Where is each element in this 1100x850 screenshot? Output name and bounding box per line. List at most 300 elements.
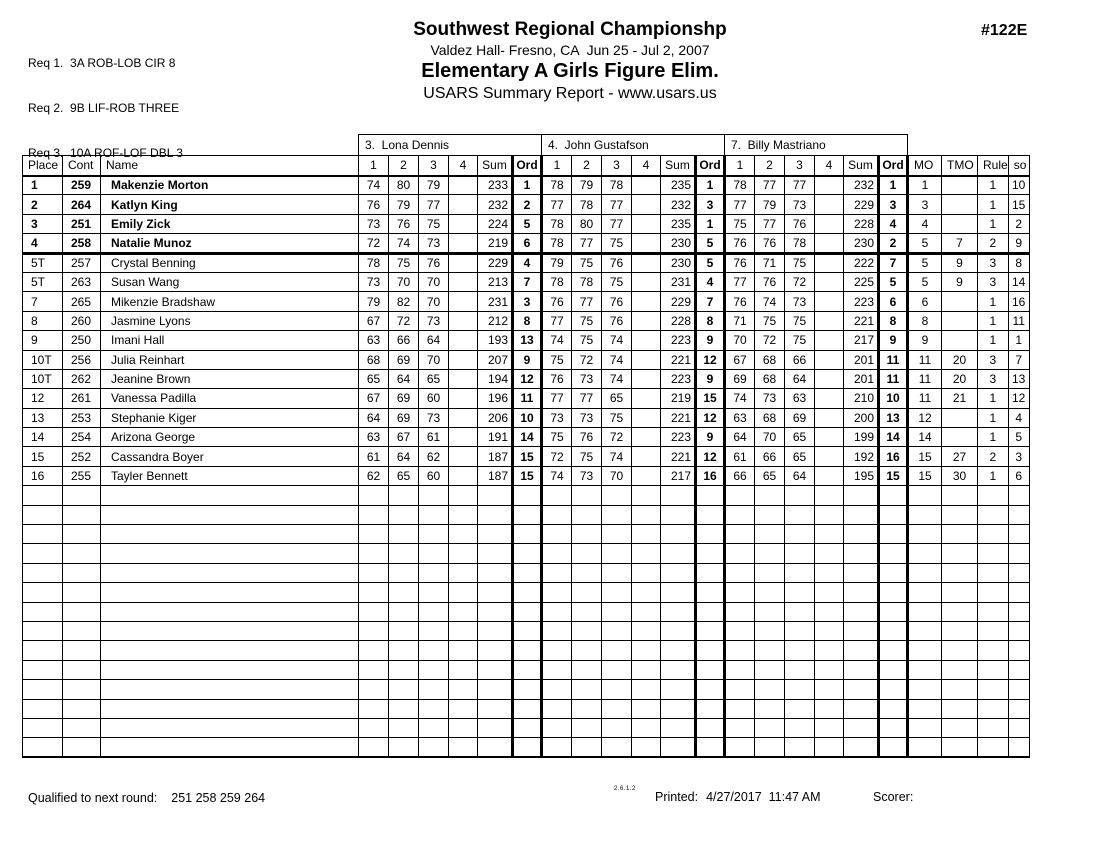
- mo-cell: [908, 738, 942, 757]
- sum-cell: [661, 699, 696, 718]
- mo-cell: 11: [908, 389, 942, 408]
- so-cell: 11: [1008, 311, 1029, 330]
- empty-row: [23, 486, 1030, 505]
- mo-cell: 5: [908, 234, 942, 253]
- score-cell: [359, 602, 389, 621]
- place-cell: [23, 718, 63, 737]
- score-cell: 76: [785, 214, 815, 233]
- score-cell: [632, 272, 661, 291]
- score-cell: 65: [755, 466, 785, 485]
- score-cell: [389, 699, 419, 718]
- tmo-cell: [942, 563, 978, 582]
- ord-cell: [513, 699, 542, 718]
- score-cell: [389, 621, 419, 640]
- ord-cell: [879, 505, 908, 524]
- score-cell: [755, 583, 785, 602]
- score-cell: [389, 544, 419, 563]
- table-row: [23, 369, 1030, 388]
- score-cell: 74: [389, 234, 419, 253]
- score-cell: [815, 563, 844, 582]
- tmo-cell: [942, 641, 978, 660]
- score-cell: 75: [602, 272, 632, 291]
- ord-cell: [696, 602, 725, 621]
- score-cell: 64: [785, 369, 815, 388]
- score-cell: [785, 563, 815, 582]
- score-cell: [815, 447, 844, 466]
- score-cell: [725, 660, 755, 679]
- sum-cell: [844, 680, 879, 699]
- score-cell: 74: [602, 369, 632, 388]
- score-cell: [755, 621, 785, 640]
- rule-cell: 3: [978, 369, 1009, 388]
- mo-cell: 11: [908, 350, 942, 369]
- col-score-4: 4: [449, 156, 478, 176]
- sum-cell: 228: [844, 214, 879, 233]
- score-cell: 61: [359, 447, 389, 466]
- score-cell: [815, 641, 844, 660]
- score-cell: 68: [755, 369, 785, 388]
- sum-cell: [478, 583, 513, 602]
- score-cell: [725, 505, 755, 524]
- ord-cell: 3: [879, 195, 908, 214]
- sum-cell: 194: [478, 369, 513, 388]
- judge-3-name: 7. Billy Mastriano: [725, 135, 908, 156]
- score-cell: 73: [785, 195, 815, 214]
- mo-cell: [908, 602, 942, 621]
- so-cell: [1008, 486, 1029, 505]
- score-cell: [815, 311, 844, 330]
- score-cell: [449, 738, 478, 757]
- ord-cell: [513, 602, 542, 621]
- sum-cell: [661, 680, 696, 699]
- score-cell: [725, 621, 755, 640]
- name-cell: [101, 486, 359, 505]
- place-cell: 7: [23, 292, 63, 311]
- score-cell: [359, 583, 389, 602]
- requirement-line: Req 2. 9B LIF-ROB THREE: [28, 101, 180, 115]
- score-cell: 73: [755, 389, 785, 408]
- score-cell: [785, 602, 815, 621]
- so-cell: 12: [1008, 389, 1029, 408]
- table-row: [23, 389, 1030, 408]
- cont-cell: 257: [63, 253, 101, 272]
- score-cell: [542, 583, 572, 602]
- col-score-3: 3: [602, 156, 632, 176]
- ord-cell: [696, 486, 725, 505]
- mo-cell: 8: [908, 311, 942, 330]
- score-cell: 67: [359, 389, 389, 408]
- name-cell: [101, 680, 359, 699]
- tmo-cell: [942, 699, 978, 718]
- score-cell: 66: [389, 331, 419, 350]
- score-cell: [632, 350, 661, 369]
- ord-cell: 15: [696, 389, 725, 408]
- sum-cell: 235: [661, 176, 696, 195]
- score-cell: [755, 525, 785, 544]
- score-cell: [815, 718, 844, 737]
- sum-cell: [844, 738, 879, 757]
- ord-cell: 16: [696, 466, 725, 485]
- score-cell: 67: [725, 350, 755, 369]
- sum-cell: 200: [844, 408, 879, 427]
- ord-cell: 1: [879, 176, 908, 195]
- score-cell: 73: [359, 272, 389, 291]
- name-cell: [101, 563, 359, 582]
- table-row: [23, 408, 1030, 427]
- column-header-row: [23, 156, 1030, 176]
- cont-cell: 251: [63, 214, 101, 233]
- ord-cell: [696, 621, 725, 640]
- rule-cell: [978, 718, 1009, 737]
- mo-cell: [908, 718, 942, 737]
- score-cell: [632, 525, 661, 544]
- ord-cell: 1: [513, 176, 542, 195]
- tmo-cell: [942, 602, 978, 621]
- sum-cell: 219: [661, 389, 696, 408]
- empty-row: [23, 738, 1030, 757]
- ord-cell: 14: [513, 428, 542, 447]
- name-cell: Katlyn King: [101, 195, 359, 214]
- score-cell: 73: [572, 466, 602, 485]
- score-cell: [785, 486, 815, 505]
- score-cell: [359, 563, 389, 582]
- software-version: 2.6.1.2: [614, 786, 636, 792]
- rule-cell: 3: [978, 253, 1009, 272]
- ord-cell: 15: [879, 466, 908, 485]
- col-rule: Rule: [978, 156, 1009, 176]
- score-cell: [815, 408, 844, 427]
- score-cell: 75: [572, 253, 602, 272]
- score-cell: [449, 699, 478, 718]
- score-cell: [449, 253, 478, 272]
- so-cell: [1008, 602, 1029, 621]
- place-cell: [23, 699, 63, 718]
- ord-cell: 4: [513, 253, 542, 272]
- score-cell: [725, 738, 755, 757]
- score-cell: [632, 369, 661, 388]
- score-cell: [419, 680, 449, 699]
- score-cell: 73: [419, 311, 449, 330]
- score-cell: 63: [359, 428, 389, 447]
- score-cell: [359, 641, 389, 660]
- sum-cell: 206: [478, 408, 513, 427]
- score-cell: 73: [419, 408, 449, 427]
- score-cell: 69: [389, 350, 419, 369]
- score-cell: 78: [542, 234, 572, 253]
- tmo-cell: 20: [942, 350, 978, 369]
- score-cell: 82: [389, 292, 419, 311]
- name-cell: Julia Reinhart: [101, 350, 359, 369]
- tmo-cell: [942, 486, 978, 505]
- so-cell: 5: [1008, 428, 1029, 447]
- empty-row: [23, 563, 1030, 582]
- rule-cell: 2: [978, 447, 1009, 466]
- score-cell: 70: [389, 272, 419, 291]
- ord-cell: 5: [879, 272, 908, 291]
- score-cell: [572, 486, 602, 505]
- name-cell: Jasmine Lyons: [101, 311, 359, 330]
- ord-cell: [513, 621, 542, 640]
- score-cell: 79: [389, 195, 419, 214]
- tmo-cell: [942, 331, 978, 350]
- ord-cell: [513, 563, 542, 582]
- sum-cell: 196: [478, 389, 513, 408]
- cont-cell: [63, 641, 101, 660]
- score-cell: 74: [542, 466, 572, 485]
- so-cell: 8: [1008, 253, 1029, 272]
- sum-cell: [844, 699, 879, 718]
- tmo-cell: [942, 214, 978, 233]
- ord-cell: [879, 641, 908, 660]
- score-cell: [449, 331, 478, 350]
- sum-cell: [478, 680, 513, 699]
- judge-2-name: 4. John Gustafson: [542, 135, 725, 156]
- ord-cell: 11: [879, 350, 908, 369]
- score-cell: [449, 369, 478, 388]
- ord-cell: 11: [879, 369, 908, 388]
- score-cell: 76: [572, 428, 602, 447]
- score-cell: 76: [725, 234, 755, 253]
- mo-cell: 1: [908, 176, 942, 195]
- score-cell: [419, 602, 449, 621]
- tmo-cell: [942, 195, 978, 214]
- score-cell: [449, 602, 478, 621]
- score-cell: 70: [419, 272, 449, 291]
- score-cell: [815, 389, 844, 408]
- ord-cell: 2: [513, 195, 542, 214]
- sum-cell: 210: [844, 389, 879, 408]
- so-cell: [1008, 660, 1029, 679]
- ord-cell: 3: [696, 195, 725, 214]
- rule-cell: 1: [978, 214, 1009, 233]
- mo-cell: [908, 641, 942, 660]
- score-cell: [572, 738, 602, 757]
- ord-cell: 9: [513, 350, 542, 369]
- empty-row: [23, 525, 1030, 544]
- score-cell: 76: [359, 195, 389, 214]
- score-cell: [572, 602, 602, 621]
- ord-cell: [879, 486, 908, 505]
- score-cell: 65: [785, 447, 815, 466]
- score-cell: 68: [359, 350, 389, 369]
- rule-cell: 1: [978, 195, 1009, 214]
- ord-cell: [879, 563, 908, 582]
- sum-cell: 195: [844, 466, 879, 485]
- score-cell: [542, 641, 572, 660]
- score-cell: [632, 641, 661, 660]
- place-cell: [23, 602, 63, 621]
- place-cell: 3: [23, 214, 63, 233]
- score-cell: [419, 505, 449, 524]
- score-cell: [602, 544, 632, 563]
- sum-cell: [844, 660, 879, 679]
- sum-cell: 191: [478, 428, 513, 447]
- table-row: [23, 272, 1030, 291]
- score-cell: 74: [602, 447, 632, 466]
- score-cell: 65: [389, 466, 419, 485]
- cont-cell: 259: [63, 176, 101, 195]
- place-cell: [23, 680, 63, 699]
- score-cell: [449, 428, 478, 447]
- score-cell: 72: [389, 311, 419, 330]
- score-cell: [389, 660, 419, 679]
- score-cell: 68: [755, 350, 785, 369]
- score-cell: 79: [572, 176, 602, 195]
- score-cell: 69: [389, 408, 419, 427]
- score-cell: [359, 699, 389, 718]
- name-cell: [101, 544, 359, 563]
- ord-cell: 14: [879, 428, 908, 447]
- score-cell: [572, 563, 602, 582]
- rule-cell: 1: [978, 176, 1009, 195]
- score-cell: 72: [359, 234, 389, 253]
- sum-cell: [478, 699, 513, 718]
- empty-row: [23, 660, 1030, 679]
- sum-cell: [478, 641, 513, 660]
- score-cell: [449, 621, 478, 640]
- score-cell: [632, 602, 661, 621]
- tmo-cell: 20: [942, 369, 978, 388]
- rule-cell: [978, 621, 1009, 640]
- sum-cell: [661, 563, 696, 582]
- tmo-cell: 27: [942, 447, 978, 466]
- sum-cell: 187: [478, 466, 513, 485]
- score-cell: 66: [725, 466, 755, 485]
- empty-row: [23, 583, 1030, 602]
- score-cell: [572, 718, 602, 737]
- ord-cell: [513, 486, 542, 505]
- score-cell: 75: [785, 253, 815, 272]
- ord-cell: [696, 641, 725, 660]
- score-cell: [785, 738, 815, 757]
- table-row: [23, 447, 1030, 466]
- sum-cell: 192: [844, 447, 879, 466]
- score-cell: [815, 544, 844, 563]
- score-cell: 76: [602, 292, 632, 311]
- rule-cell: 2: [978, 234, 1009, 253]
- sum-cell: 221: [661, 408, 696, 427]
- score-cell: [725, 718, 755, 737]
- score-cell: [632, 331, 661, 350]
- mo-cell: 15: [908, 447, 942, 466]
- score-cell: [602, 583, 632, 602]
- ord-cell: 9: [879, 331, 908, 350]
- score-cell: [632, 505, 661, 524]
- place-cell: 9: [23, 331, 63, 350]
- empty-row: [23, 718, 1030, 737]
- score-cell: [815, 602, 844, 621]
- ord-cell: [696, 563, 725, 582]
- score-cell: 76: [725, 253, 755, 272]
- score-cell: [542, 718, 572, 737]
- so-cell: 3: [1008, 447, 1029, 466]
- empty-row: [23, 602, 1030, 621]
- mo-cell: [908, 621, 942, 640]
- ord-cell: 1: [696, 214, 725, 233]
- score-cell: [725, 544, 755, 563]
- tmo-cell: [942, 408, 978, 427]
- score-cell: 70: [602, 466, 632, 485]
- score-cell: [632, 621, 661, 640]
- cont-cell: 255: [63, 466, 101, 485]
- score-cell: [785, 525, 815, 544]
- score-cell: 64: [359, 408, 389, 427]
- score-cell: 72: [542, 447, 572, 466]
- score-cell: 77: [785, 176, 815, 195]
- score-cell: 65: [602, 389, 632, 408]
- score-cell: [542, 525, 572, 544]
- printed-value: 4/27/2017 11:47 AM: [706, 790, 821, 804]
- score-cell: [542, 563, 572, 582]
- score-cell: [449, 563, 478, 582]
- cont-cell: [63, 505, 101, 524]
- so-cell: [1008, 505, 1029, 524]
- ord-cell: [879, 544, 908, 563]
- score-cell: [542, 621, 572, 640]
- ord-cell: [696, 505, 725, 524]
- ord-cell: 12: [696, 350, 725, 369]
- name-cell: [101, 525, 359, 544]
- score-cell: [815, 253, 844, 272]
- score-cell: [359, 544, 389, 563]
- rule-cell: [978, 525, 1009, 544]
- cont-cell: [63, 563, 101, 582]
- tmo-cell: 9: [942, 272, 978, 291]
- name-cell: [101, 583, 359, 602]
- mo-cell: 4: [908, 214, 942, 233]
- score-cell: [815, 680, 844, 699]
- score-cell: [449, 350, 478, 369]
- ord-cell: [513, 660, 542, 679]
- score-cell: [755, 544, 785, 563]
- name-cell: [101, 738, 359, 757]
- rule-cell: [978, 641, 1009, 660]
- ord-cell: 5: [513, 214, 542, 233]
- score-cell: 76: [602, 311, 632, 330]
- tmo-cell: 7: [942, 234, 978, 253]
- score-cell: 75: [542, 428, 572, 447]
- ord-cell: 6: [513, 234, 542, 253]
- sum-cell: [661, 660, 696, 679]
- score-cell: 70: [419, 292, 449, 311]
- tmo-cell: [942, 544, 978, 563]
- score-cell: [815, 214, 844, 233]
- score-cell: [602, 563, 632, 582]
- rule-cell: [978, 563, 1009, 582]
- sum-cell: [478, 505, 513, 524]
- ord-cell: [513, 544, 542, 563]
- score-cell: [602, 486, 632, 505]
- cont-cell: 256: [63, 350, 101, 369]
- so-cell: 6: [1008, 466, 1029, 485]
- rule-cell: 3: [978, 272, 1009, 291]
- score-cell: [449, 447, 478, 466]
- requirement-line: Req 1. 3A ROB-LOB CIR 8: [28, 56, 176, 70]
- name-cell: Jeanine Brown: [101, 369, 359, 388]
- ord-cell: 12: [513, 369, 542, 388]
- rule-cell: 3: [978, 350, 1009, 369]
- score-cell: 75: [785, 331, 815, 350]
- score-cell: 77: [542, 195, 572, 214]
- sum-cell: [661, 641, 696, 660]
- rule-cell: [978, 602, 1009, 621]
- mo-cell: 6: [908, 292, 942, 311]
- sum-cell: [844, 602, 879, 621]
- sum-cell: [844, 718, 879, 737]
- score-cell: [785, 583, 815, 602]
- score-cell: 64: [389, 447, 419, 466]
- so-cell: 14: [1008, 272, 1029, 291]
